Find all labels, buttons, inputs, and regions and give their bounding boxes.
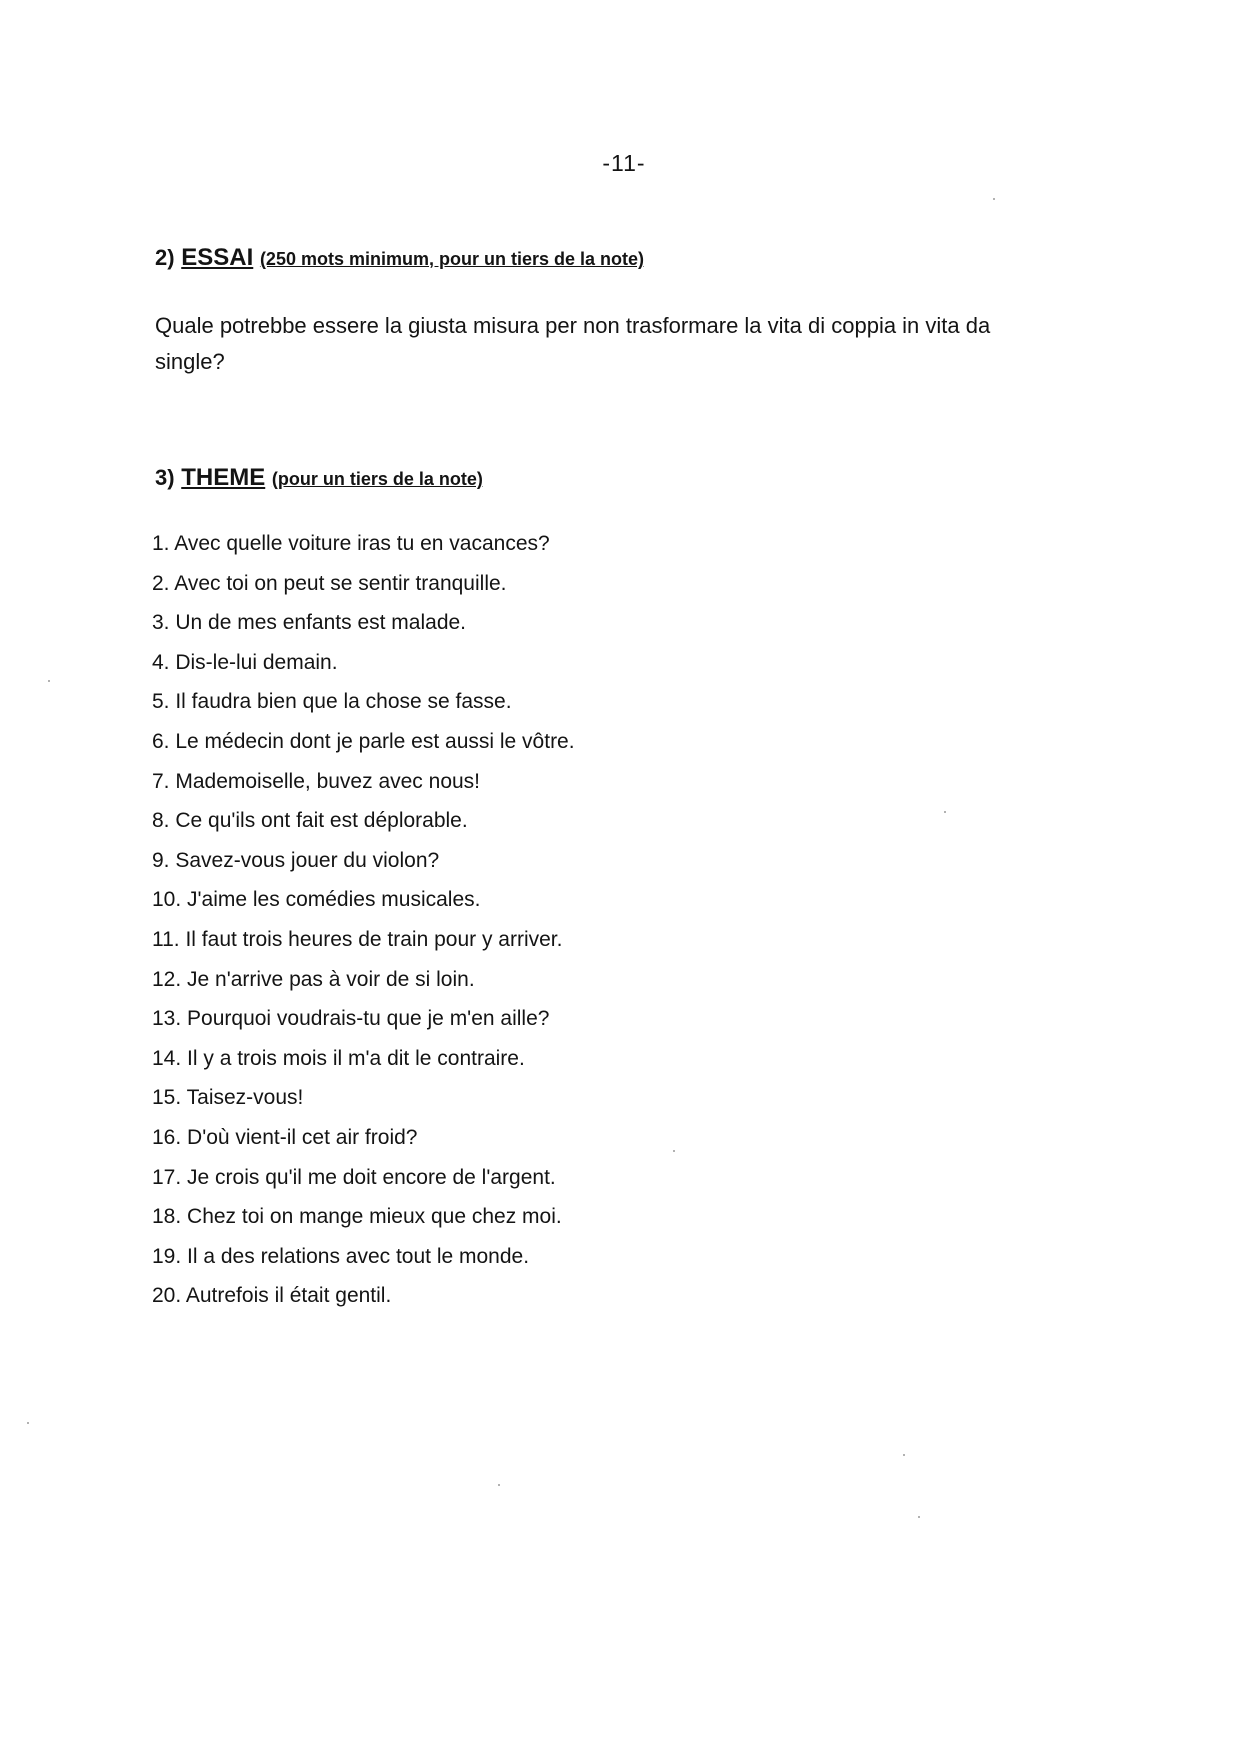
theme-sentence: 15. Taisez-vous! [152, 1086, 304, 1110]
theme-note: (pour un tiers de la note) [271, 469, 483, 489]
theme-title: THEME [181, 464, 266, 491]
theme-sentence: 13. Pourquoi voudrais-tu que je m'en aille? [152, 1007, 550, 1031]
theme-sentence: 7. Mademoiselle, buvez avec nous! [152, 769, 481, 793]
essay-number: 2) [155, 245, 175, 270]
theme-sentence: 12. Je n'arrive pas à voir de si loin. [152, 967, 475, 991]
theme-sentence: 3. Un de mes enfants est malade. [152, 611, 467, 635]
theme-sentence: 17. Je crois qu'il me doit encore de l'argent. [152, 1165, 556, 1189]
scan-speck [48, 680, 50, 682]
scan-speck [993, 198, 995, 200]
theme-sentence: 11. Il faut trois heures de train pour y arriver. [152, 927, 563, 951]
essay-prompt: Quale potrebbe essere la giusta misura per non trasformare la vita di coppia in vita da single? [155, 313, 991, 374]
scan-speck [498, 1484, 500, 1486]
theme-sentence: 10. J'aime les comédies musicales. [152, 888, 481, 912]
theme-sentence: 20. Autrefois il était gentil. [152, 1284, 392, 1308]
theme-sentence: 9. Savez-vous jouer du violon? [152, 848, 440, 872]
theme-sentence: 18. Chez toi on mange mieux que chez moi. [152, 1205, 562, 1229]
theme-sentence: 14. Il y a trois mois il m'a dit le contraire. [152, 1046, 525, 1070]
scan-speck [918, 1516, 920, 1518]
essay-title: ESSAI [181, 244, 254, 271]
theme-heading [155, 464, 483, 492]
theme-sentence: 1. Avec quelle voiture iras tu en vacances? [152, 532, 550, 555]
essay-heading [155, 244, 644, 272]
theme-sentence: 4. Dis-le-lui demain. [152, 650, 338, 674]
theme-number: 3) [155, 465, 175, 490]
theme-sentence: 5. Il faudra bien que la chose se fasse. [152, 690, 512, 714]
scan-speck [27, 1422, 29, 1424]
page-number: -11- [602, 150, 646, 176]
scan-speck [903, 1454, 905, 1456]
theme-sentence: 6. Le médecin dont je parle est aussi le vôtre. [152, 729, 575, 753]
scan-speck [944, 811, 946, 813]
theme-sentence: 2. Avec toi on peut se sentir tranquille. [152, 571, 507, 595]
theme-sentence: 8. Ce qu'ils ont fait est déplorable. [152, 809, 468, 833]
theme-sentence: 19. Il a des relations avec tout le monde. [152, 1244, 530, 1268]
scan-speck [673, 1150, 675, 1152]
essay-note: (250 mots minimum, pour un tiers de la note) [259, 249, 644, 269]
theme-sentence: 16. D'où vient-il cet air froid? [152, 1125, 418, 1149]
theme-sentence-list [152, 524, 575, 1316]
